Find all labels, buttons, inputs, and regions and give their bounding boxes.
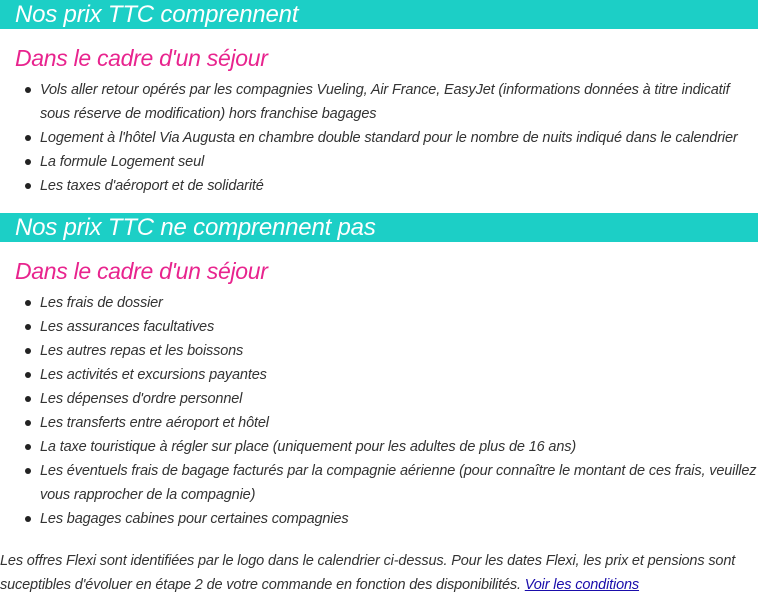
excluded-section: [0, 213, 758, 531]
list-item: Vols aller retour opérés par les compagnies Vueling, Air France, EasyJet (informations données à titre indicatif sous réserve de modification) hors franchise bagages: [24, 78, 758, 126]
list-item: La taxe touristique à régler sur place (uniquement pour les adultes de plus de 16 ans): [24, 435, 758, 459]
excluded-subtitle: Dans le cadre d'un séjour: [15, 258, 268, 284]
list-item: Les éventuels frais de bagage facturés par la compagnie aérienne (pour connaître le montant de ces frais, veuillez vous rapprocher de la compagnie): [24, 459, 758, 507]
list-item: Les activités et excursions payantes: [24, 363, 758, 387]
included-list: [0, 78, 758, 198]
list-item: Les assurances facultatives: [24, 315, 758, 339]
list-item: Les bagages cabines pour certaines compagnies: [24, 507, 758, 531]
list-item: La formule Logement seul: [24, 150, 758, 174]
flexi-note-text: Les offres Flexi sont identifiées par le logo dans le calendrier ci-dessus. Pour les dates Flexi, les prix et pensions sont suceptibles d'évoluer en étape 2 de votre commande en fonction des disponibilités.: [0, 553, 736, 593]
section-spacer: [0, 198, 758, 213]
excluded-section-title: Nos prix TTC ne comprennent pas: [0, 213, 758, 242]
list-item: Les taxes d'aéroport et de solidarité: [24, 174, 758, 198]
included-section: [0, 0, 758, 198]
list-item: Logement à l'hôtel Via Augusta en chambre double standard pour le nombre de nuits indiqué dans le calendrier: [24, 126, 758, 150]
list-item: Les transferts entre aéroport et hôtel: [24, 411, 758, 435]
included-section-title: Nos prix TTC comprennent: [0, 0, 758, 29]
included-subtitle: Dans le cadre d'un séjour: [15, 45, 268, 71]
list-item: Les frais de dossier: [24, 291, 758, 315]
list-item: Les dépenses d'ordre personnel: [24, 387, 758, 411]
excluded-list: [0, 291, 758, 531]
flexi-note: [0, 549, 758, 597]
conditions-link[interactable]: Voir les conditions: [524, 577, 640, 593]
list-item: Les autres repas et les boissons: [24, 339, 758, 363]
